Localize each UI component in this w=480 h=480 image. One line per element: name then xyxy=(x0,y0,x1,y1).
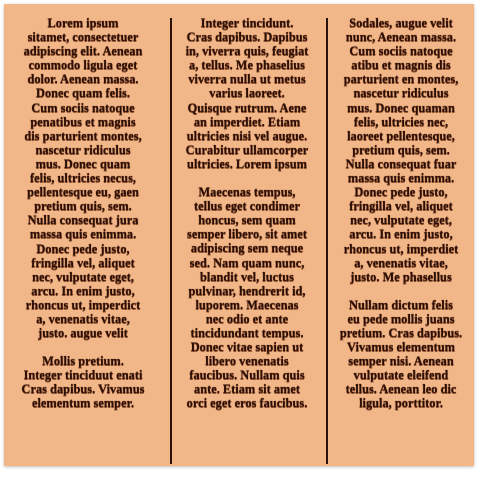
column-1-paragraph-2: Mollis pretium. Integer tinciduut enati Cras dapibus. Vivamus elementum semper. xyxy=(21,354,145,411)
text-column-2 xyxy=(176,16,318,411)
column-3-paragraph-2: Nullam dictum felis eu pede mollis juans pretium. Cras dapibus. Vivamus elementum semper nisi. Aenean vulputate eleifend tellus. Aenean leo dic ligula, porttitor. xyxy=(339,297,463,411)
carved-text-panel xyxy=(4,4,474,466)
column-3-paragraph-1: Sodales, augue velit nunc, Aenean massa. Cum sociis natoque atibu et magnis dis parturient en montes, nascetur ridiculus mus. Donec quaman felis, ultricies nec, laoreet pellentesque, pretium quis, sem. Nulla consequat fuar massa quis enimma. Donec pede justo, fringilla vel, aliquet nec, vulputate eget, arcu. In enim justo, rhoncus ut, imperdiet a, venenatis vitae, justo. Me phasellus xyxy=(343,16,459,284)
column-2-paragraph-1: Integer tincidunt. Cras dapibus. Dapibus in, viverra quis, feugiat a, tellus. Me phaselius viverra nulla ut metus varius laoreet. Quisque rutrum. Aene an imperdiet. Etiam ultricies nisi vel augue. Curabitur ullamcorper ultricies. Lorem ipsum xyxy=(185,16,309,171)
text-column-3 xyxy=(330,16,472,411)
text-column-1 xyxy=(12,16,154,411)
column-1-paragraph-1: Lorem ipsum sitamet, consectetuer adipiscing elit. Aenean commodo ligula eget dolor. Aenean massa. Donec quam felis. Cum sociis natoque penatibus et magnis dis parturient montes, nascetur ridiculus mus. Donec quam felis, ultricies necus, pellentesque eu, gaen pretium quis, sem. Nulla consequat jura massa quis enimma. Donec pede justo, fringilla vel, aliquet nec, vulputate eget, arcu. In enim justo, rhoncus ut, imperdict a, venenatis vitae, justo. augue velit xyxy=(23,16,143,341)
column-2-paragraph-2: Maecenas tempus, tellus eget condimer honcus, sem quam semper libero, sit amet adipiscing sem neque sed. Nam quam nunc, blandit vel, luctus pulvinar, hendrerit id, luporem. Maecenas nec odio et ante tincidundant tempus. Donec vitae sapien ut libero venenatis faucibus. Nullam quis ante. Etiam sit amet orci eget eros faucibus. xyxy=(186,185,308,411)
column-divider-1 xyxy=(170,18,172,464)
column-divider-2 xyxy=(326,18,328,464)
